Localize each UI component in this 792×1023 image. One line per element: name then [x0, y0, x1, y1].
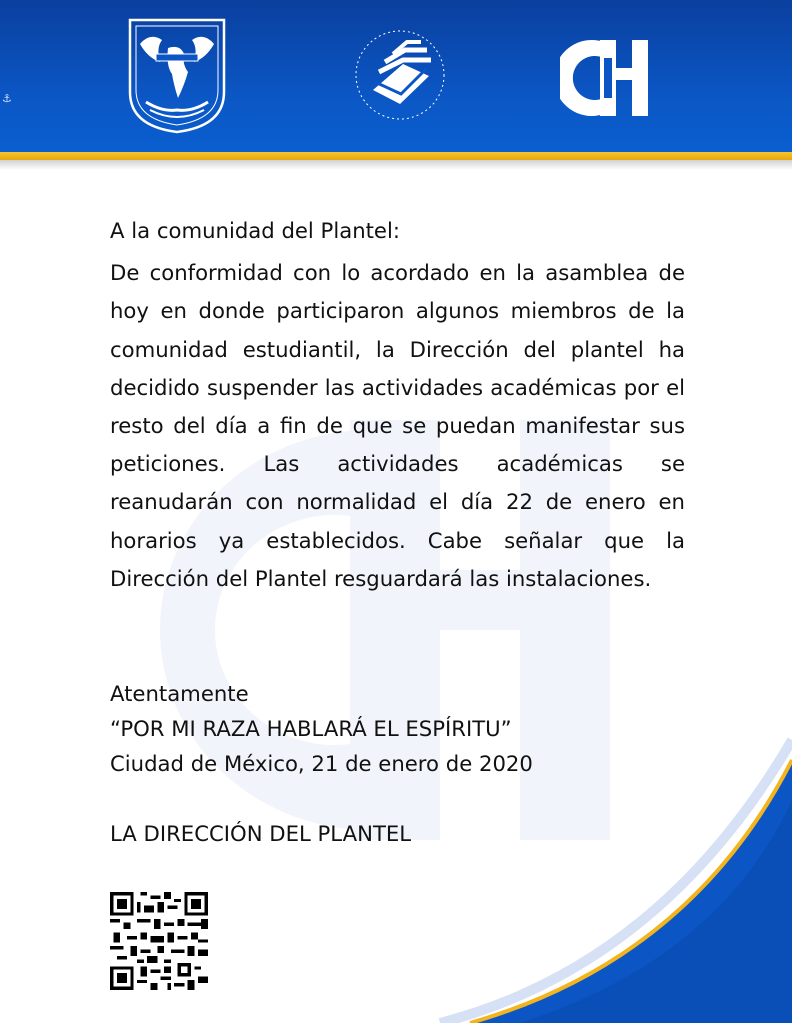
- closing-block: [110, 676, 710, 781]
- body-paragraph: De conformidad con lo acordado en la asamblea de hoy en donde participaron algunos miembros de la comunidad estudiantil, la Dirección del plantel ha decidido suspender las actividades académicas por el resto del día a fin de que se puedan manifestar sus peticiones. Las actividades académicas se reanudarán con normalidad el día 22 de enero en horarios ya establecidos. Cabe señalar que la Dirección del Plantel resguardará las instalaciones.: [110, 260, 685, 591]
- motto: “POR MI RAZA HABLARÁ EL ESPÍRITU”: [110, 716, 512, 741]
- signature: LA DIRECCIÓN DEL PLANTEL: [110, 821, 412, 846]
- anchor-icon: ⚓: [2, 93, 12, 105]
- greeting: A la comunidad del Plantel:: [110, 218, 400, 243]
- place-date: Ciudad de México, 21 de enero de 2020: [110, 751, 533, 776]
- closing: Atentamente: [110, 681, 249, 706]
- letter-body: [110, 212, 685, 598]
- qr-code: [110, 892, 208, 990]
